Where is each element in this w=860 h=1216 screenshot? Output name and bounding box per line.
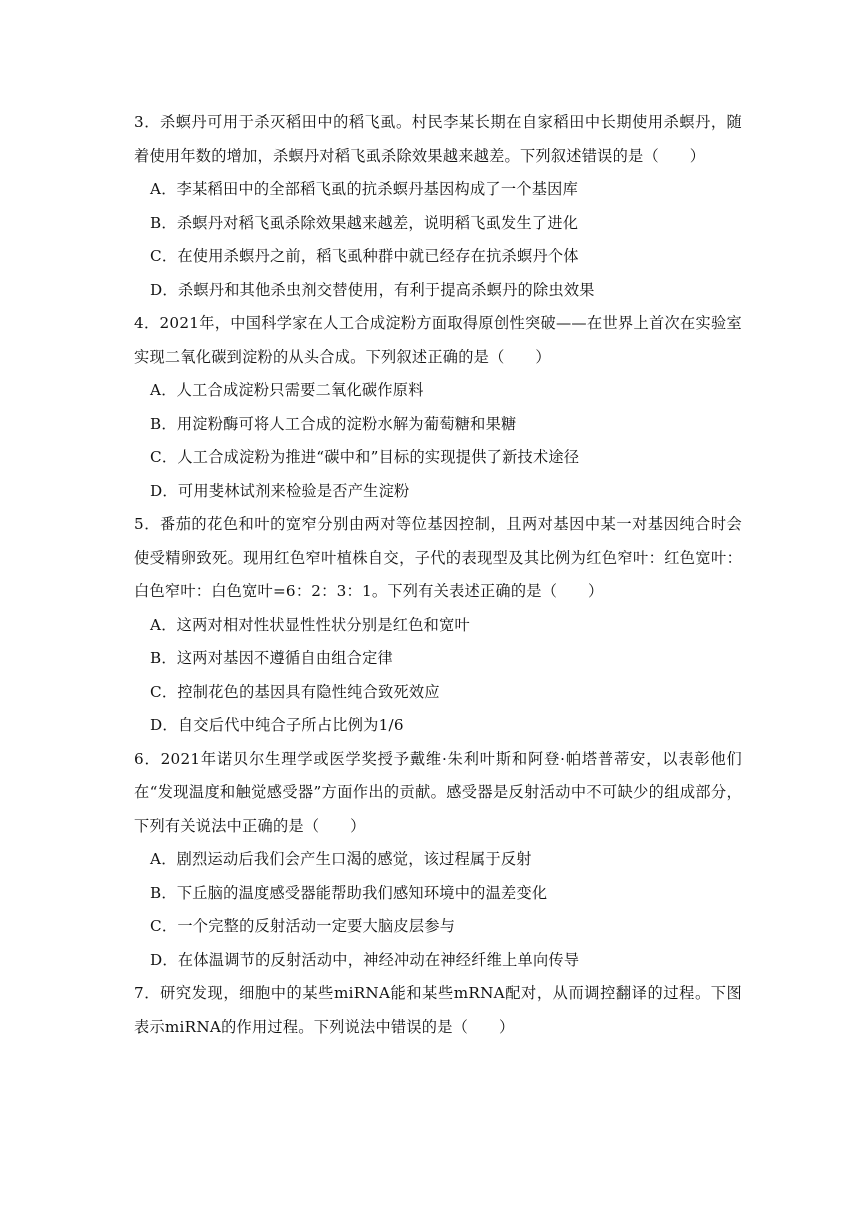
question-text: 番茄的花色和叶的宽窄分别由两对等位基因控制，且两对基因中某一对基因纯合时会使受精卵致死。现用红色窄叶植株自交，子代的表现型及其比例为红色窄叶：红色宽叶：白色窄叶：白色宽叶=6：2：3：1。下列有关表述正确的是（ ） (134, 515, 742, 600)
option-letter: C． (150, 247, 178, 265)
question-stem (134, 977, 742, 1044)
option-letter: D． (150, 716, 178, 734)
option-d[interactable] (134, 475, 742, 509)
question-stem (134, 508, 742, 609)
question-4 (134, 307, 742, 508)
option-c[interactable] (134, 910, 742, 944)
option-list (134, 173, 742, 307)
option-list (134, 843, 742, 977)
question-7 (134, 977, 742, 1044)
option-text: 剧烈运动后我们会产生口渴的感觉，该过程属于反射 (176, 850, 532, 868)
question-number: 7． (134, 984, 161, 1002)
option-b[interactable] (134, 408, 742, 442)
question-stem (134, 307, 742, 374)
option-c[interactable] (134, 240, 742, 274)
option-b[interactable] (134, 642, 742, 676)
question-number: 3． (134, 113, 160, 131)
option-list (134, 374, 742, 508)
question-number: 6． (134, 749, 161, 768)
option-text: 这两对相对性状显性性状分别是红色和宽叶 (176, 615, 470, 634)
option-text: 人工合成淀粉只需要二氧化碳作原料 (176, 381, 424, 399)
option-letter: A． (150, 615, 177, 634)
question-text: 2021年诺贝尔生理学或医学奖授予戴维·朱利叶斯和阿登·帕塔普蒂安，以表彰他们在“发现温度和触觉感受器”方面作出的贡献。感受器是反射活动中不可缺少的组成部分，下列有关说法中正确的是（ ） (134, 749, 742, 835)
option-letter: D． (150, 280, 178, 299)
question-text: 2021年，中国科学家在人工合成淀粉方面取得原创性突破——在世界上首次在实验室实现二氧化碳到淀粉的从头合成。下列叙述正确的是（ ） (134, 314, 742, 366)
option-letter: B． (150, 883, 177, 902)
option-text: 自交后代中纯合子所占比例为1/6 (177, 716, 404, 734)
option-text: 用淀粉酶可将人工合成的淀粉水解为葡萄糖和果糖 (176, 414, 517, 433)
option-b[interactable] (134, 207, 742, 241)
option-text: 杀螟丹对稻飞虱杀除效果越来越差，说明稻飞虱发生了进化 (176, 213, 579, 232)
option-b[interactable] (134, 877, 742, 911)
option-letter: D． (150, 481, 178, 500)
option-a[interactable] (134, 374, 742, 408)
question-5 (134, 508, 742, 743)
option-d[interactable] (134, 709, 742, 743)
option-text: 可用斐林试剂来检验是否产生淀粉 (177, 481, 410, 500)
option-text: 在使用杀螟丹之前，稻飞虱种群中就已经存在抗杀螟丹个体 (177, 247, 579, 265)
option-letter: D． (150, 950, 178, 969)
option-list (134, 609, 742, 743)
option-letter: C． (150, 917, 178, 935)
option-letter: C． (150, 448, 178, 466)
question-3 (134, 106, 742, 307)
option-d[interactable] (134, 274, 742, 308)
option-text: 李某稻田中的全部稻飞虱的抗杀螟丹基因构成了一个基因库 (176, 180, 579, 198)
option-text: 这两对基因不遵循自由组合定律 (176, 649, 393, 667)
option-letter: A． (150, 381, 177, 399)
question-text: 研究发现，细胞中的某些miRNA能和某些mRNA配对，从而调控翻译的过程。下图表示miRNA的作用过程。下列说法中错误的是（ ） (134, 984, 742, 1036)
option-text: 下丘脑的温度感受器能帮助我们感知环境中的温差变化 (176, 883, 548, 902)
option-letter: B． (150, 649, 177, 667)
option-a[interactable] (134, 843, 742, 877)
option-letter: B． (150, 213, 177, 232)
option-text: 在体温调节的反射活动中，神经冲动在神经纤维上单向传导 (177, 950, 580, 969)
question-text: 杀螟丹可用于杀灭稻田中的稻飞虱。村民李某长期在自家稻田中长期使用杀螟丹，随着使用年数的增加，杀螟丹对稻飞虱杀除效果越来越差。下列叙述错误的是（ ） (134, 113, 742, 165)
question-stem (134, 106, 742, 173)
option-letter: B． (150, 414, 177, 433)
option-c[interactable] (134, 441, 742, 475)
option-letter: A． (150, 850, 177, 868)
question-6 (134, 743, 742, 978)
option-text: 一个完整的反射活动一定要大脑皮层参与 (177, 917, 456, 935)
option-d[interactable] (134, 944, 742, 978)
option-a[interactable] (134, 173, 742, 207)
question-stem (134, 743, 742, 844)
option-text: 人工合成淀粉为推进“碳中和”目标的实现提供了新技术途径 (177, 448, 580, 466)
question-number: 4． (134, 314, 160, 332)
option-c[interactable] (134, 676, 742, 710)
option-a[interactable] (134, 609, 742, 643)
question-number: 5． (134, 515, 160, 533)
option-letter: C． (150, 682, 178, 701)
option-text: 杀螟丹和其他杀虫剂交替使用，有利于提高杀螟丹的除虫效果 (177, 280, 595, 299)
option-letter: A． (150, 180, 177, 198)
option-text: 控制花色的基因具有隐性纯合致死效应 (177, 682, 440, 701)
